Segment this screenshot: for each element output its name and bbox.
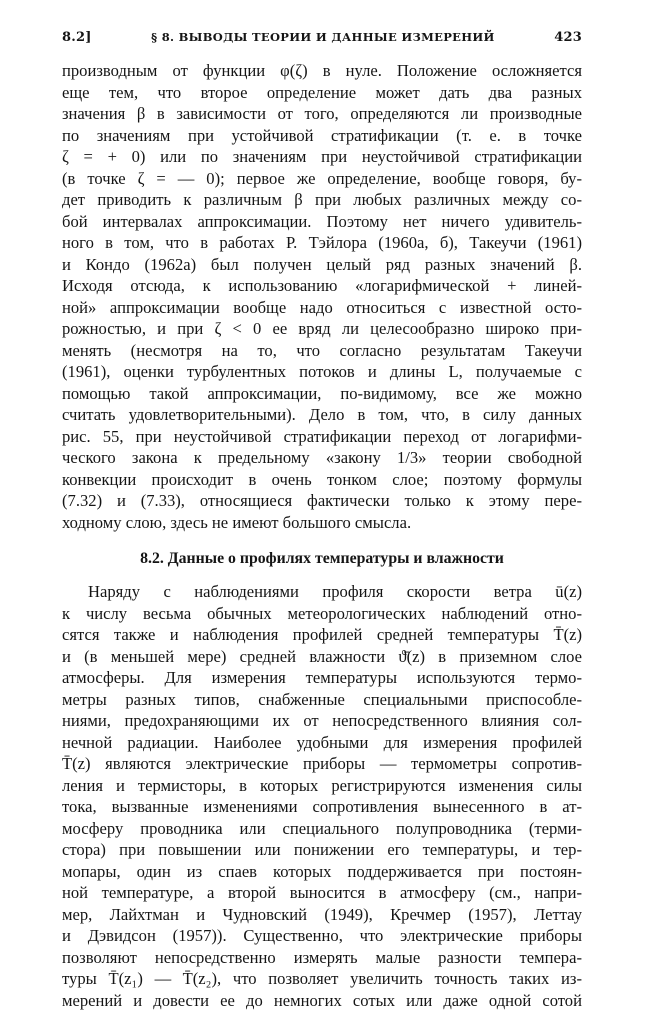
text-line: считать удовлетворительными). Дело в том, что, в силу данных <box>62 404 582 426</box>
text-line: по значениям при устойчивой стратификации (т. е. в точке <box>62 125 582 147</box>
text-line: ниями, предохраняющими их от непосредственного влияния сол- <box>62 710 582 732</box>
text-line: сятся также и наблюдения профилей средней температуры T̄(z) <box>62 624 582 646</box>
text-line: рис. 55, при неустойчивой стратификации переход от логарифми- <box>62 426 582 448</box>
text-line: ческого закона к предельному «закону 1/3» теории свободной <box>62 447 582 469</box>
text-line: рожностью, и при ζ < 0 ее вряд ли целесообразно широко при- <box>62 318 582 340</box>
paragraph-1 <box>62 60 582 533</box>
text-line: (7.32) и (7.33), относящиеся фактически только к этому пере- <box>62 490 582 512</box>
text-line: Наряду с наблюдениями профиля скорости ветра ū(z) <box>62 581 582 603</box>
text-line: значения β в зависимости от того, определяются ли производные <box>62 103 582 125</box>
text-line: и Кондо (1962а) был получен целый ряд разных значений β. <box>62 254 582 276</box>
text-line: мер, Лайхтман и Чудновский (1949), Кречмер (1957), Леттау <box>62 904 582 926</box>
text-line: T̄(z) являются электрические приборы — термометры сопротив- <box>62 753 582 775</box>
text-line: мопары, один из спаев которых поддерживается при постоян- <box>62 861 582 883</box>
text-line: ной» аппроксимации вообще надо относиться с известной осто- <box>62 297 582 319</box>
text-line: ходному слою, здесь не имеют большого смысла. <box>62 512 582 534</box>
text-line: производным от функции φ(ζ) в нуле. Положение осложняется <box>62 60 582 82</box>
text-line: нечной радиации. Наиболее удобными для измерения профилей <box>62 732 582 754</box>
book-page <box>62 30 582 1011</box>
text-line: метры разных типов, снабженные специальными приспособле- <box>62 689 582 711</box>
text-line: стора) при повышении или понижении его температуры, и тер- <box>62 839 582 861</box>
text-line: ζ = + 0) или по значениям при неустойчивой стратификации <box>62 146 582 168</box>
page-number: 423 <box>554 30 582 45</box>
text-line: мосферу проводника или специального полупроводника (терми- <box>62 818 582 840</box>
text-line: ления и термисторы, в которых регистрируются изменения силы <box>62 775 582 797</box>
text-line: атмосферы. Для измерения температуры используются термо- <box>62 667 582 689</box>
section-number: 8.2] <box>62 30 92 45</box>
paragraph-2 <box>62 581 582 1011</box>
text-line: и Дэвидсон (1957)). Существенно, что электрические приборы <box>62 925 582 947</box>
text-line: и (в меньшей мере) средней влажности ϑ̄(z) в приземном слое <box>62 646 582 668</box>
text-line: тока, вызванные изменениями сопротивления вынесенного в ат- <box>62 796 582 818</box>
text-line: (1961), оценки турбулентных потоков и длины L, получаемые с <box>62 361 582 383</box>
text-line: еще тем, что второе определение может дать два разных <box>62 82 582 104</box>
text-line: (в точке ζ = — 0); первое же определение, вообще говоря, бу- <box>62 168 582 190</box>
text-line: дет приводить к различным β при любых различных между со- <box>62 189 582 211</box>
text-line: позволяют непосредственно измерять малые разности темпера- <box>62 947 582 969</box>
section-heading: 8.2. Данные о профилях температуры и влажности <box>62 549 582 569</box>
text-line: Исходя отсюда, к использованию «логарифмической + линей- <box>62 275 582 297</box>
text-line: помощью такой аппроксимации, по-видимому, все же можно <box>62 383 582 405</box>
text-line: конвекции происходит в очень тонком слое; поэтому формулы <box>62 469 582 491</box>
text-line: мерений и довести ее до немногих сотых или даже одной сотой <box>62 990 582 1011</box>
text-line: туры T̄(z₁) — T̄(z₂), что позволяет увеличить точность таких из- <box>62 968 582 990</box>
text-line: ной температуре, а второй выносится в атмосферу (см., напри- <box>62 882 582 904</box>
text-line: ного в том, что в работах Р. Тэйлора (1960а, б), Такеучи (1961) <box>62 232 582 254</box>
text-line: менять (несмотря на то, что согласно результатам Такеучи <box>62 340 582 362</box>
chapter-title: § 8. ВЫВОДЫ ТЕОРИИ И ДАННЫЕ ИЗМЕРЕНИЙ <box>151 30 495 44</box>
text-line: к числу весьма обычных метеорологических наблюдений отно- <box>62 603 582 625</box>
text-line: бой интервалах аппроксимации. Поэтому нет ничего удивитель- <box>62 211 582 233</box>
running-header <box>62 30 582 50</box>
